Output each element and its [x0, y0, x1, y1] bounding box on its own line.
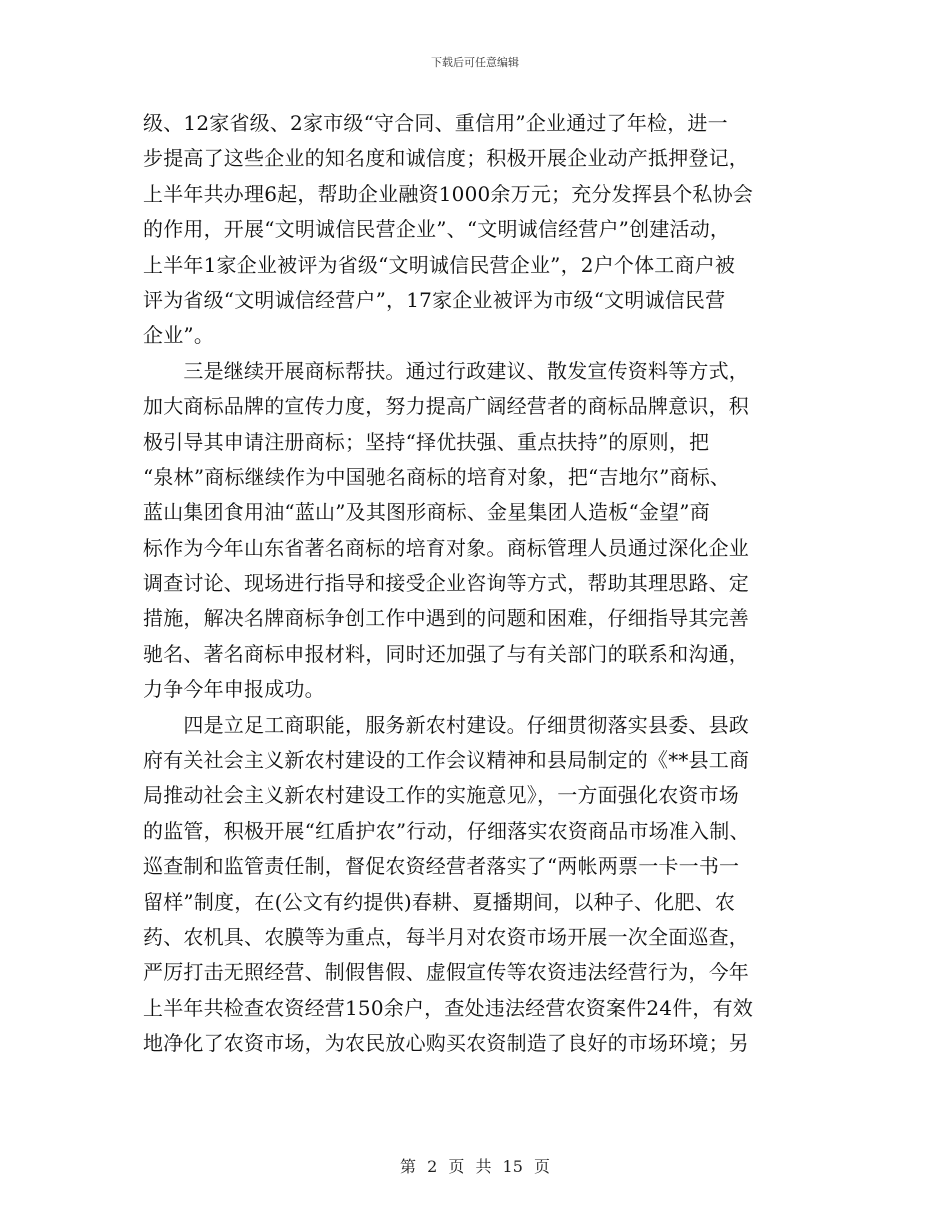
page-number-footer: 第 2 页 共 15 页	[400, 1157, 550, 1176]
text-line: 局推动社会主义新农村建设工作的实施意见》，一方面强化农资市场	[143, 783, 739, 808]
text-line: 上半年共检查农资经营150余户，查处违法经营农资案件24件，有效	[143, 995, 754, 1020]
text-line: 上半年共办理6起，帮助企业融资1000余万元；充分发挥县个私协会	[143, 181, 754, 206]
paragraph-start-line: 三是继续开展商标帮扶。通过行政建议、散发宣传资料等方式，	[143, 358, 749, 383]
text-line: 调查讨论、现场进行指导和接受企业咨询等方式，帮助其理思路、定	[143, 571, 749, 596]
page-header-note: 下载后可任意编辑	[431, 56, 519, 69]
document-body	[143, 106, 803, 1062]
text-line: 留样”制度，在(公文有约提供)春耕、夏播期间，以种子、化肥、农	[143, 889, 736, 914]
text-line: 措施，解决名牌商标争创工作中遇到的问题和困难，仔细指导其完善	[143, 606, 749, 631]
text-line: 府有关社会主义新农村建设的工作会议精神和县局制定的《**县工商	[143, 748, 750, 773]
text-line: 企业”。	[143, 323, 215, 348]
text-line: 加大商标品牌的宣传力度，努力提高广阔经营者的商标品牌意识，积	[143, 394, 749, 419]
text-line: 评为省级“文明诚信经营户”，17家企业被评为市级“文明诚信民营	[143, 287, 726, 312]
text-line: 级、12家省级、2家市级“守合同、重信用”企业通过了年检，进一	[143, 111, 728, 135]
text-line: 驰名、著名商标申报材料，同时还加强了与有关部门的联系和沟通，	[143, 641, 749, 666]
text-line: “泉林”商标继续作为中国驰名商标的培育对象，把“吉地尔”商标、	[143, 464, 731, 489]
text-line: 严厉打击无照经营、制假售假、虚假宣传等农资违法经营行为，今年	[143, 960, 749, 985]
text-line: 步提高了这些企业的知名度和诚信度；积极开展企业动产抵押登记，	[143, 146, 749, 171]
text-line: 标作为今年山东省著名商标的培育对象。商标管理人员通过深化企业	[143, 535, 749, 560]
text-line: 的作用，开展“文明诚信民营企业”、“文明诚信经营户”创建活动，	[143, 217, 731, 242]
paragraph-start-line: 四是立足工商职能，服务新农村建设。仔细贯彻落实县委、县政	[143, 712, 749, 737]
text-line: 力争今年申报成功。	[143, 677, 325, 702]
text-line: 的监管，积极开展“红盾护农”行动，仔细落实农资商品市场准入制、	[143, 818, 750, 843]
text-line: 上半年1家企业被评为省级“文明诚信民营企业”，2户个体工商户被	[143, 252, 736, 277]
text-line: 巡查制和监管责任制，督促农资经营者落实了“两帐两票一卡一书一	[143, 854, 740, 879]
text-line: 药、农机具、农膜等为重点，每半月对农资市场开展一次全面巡查，	[143, 924, 749, 949]
text-line: 地净化了农资市场，为农民放心购买农资制造了良好的市场环境；另	[143, 1031, 749, 1056]
text-line: 蓝山集团食用油“蓝山”及其图形商标、金星集团人造板“金望”商	[143, 500, 710, 525]
text-line: 极引导其申请注册商标；坚持“择优扶强、重点扶持”的原则，把	[143, 429, 710, 454]
